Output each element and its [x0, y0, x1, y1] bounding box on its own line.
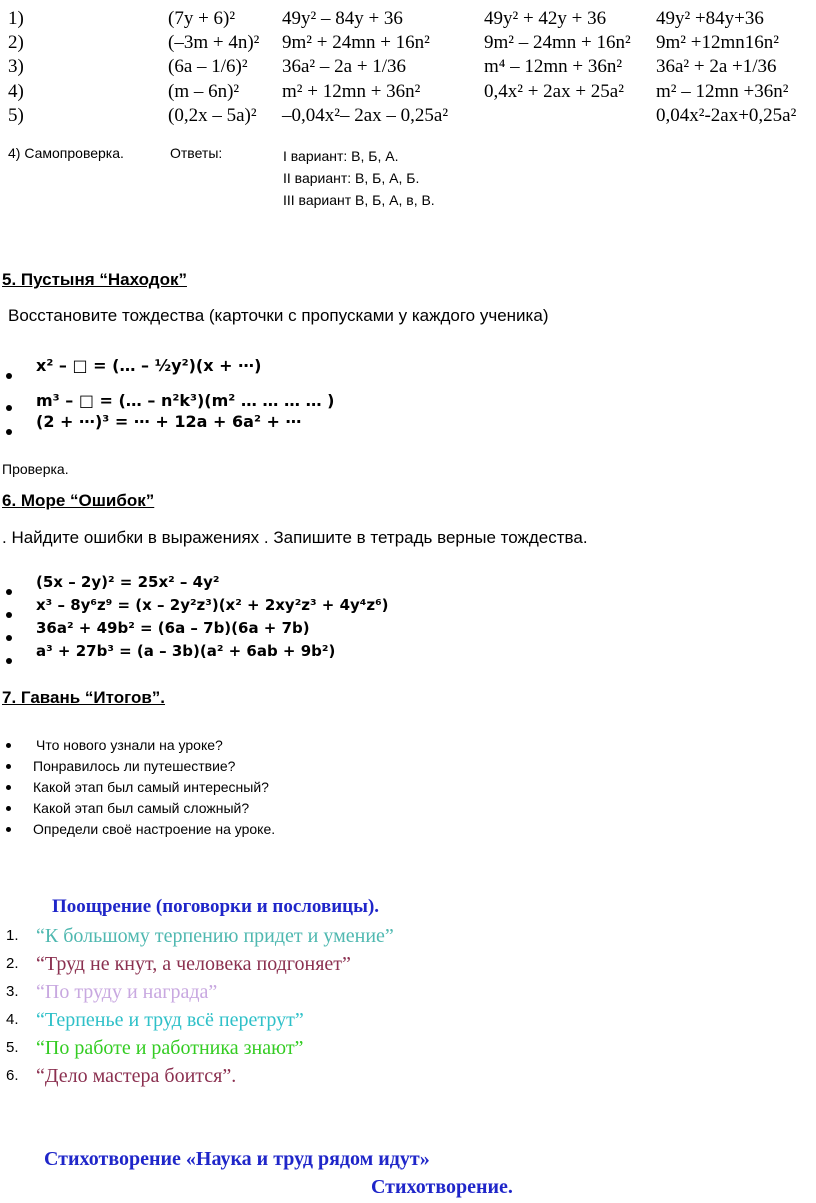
row-number: 3)	[8, 56, 24, 77]
summary-questions	[0, 735, 275, 840]
option-c: 0,04x²-2ax+0,25a²	[656, 105, 797, 126]
variant-2: II вариант: В, Б, А, Б.	[283, 170, 420, 186]
list-number: 6.	[6, 1067, 19, 1084]
row-expression: (–3m + 4n)²	[168, 32, 260, 53]
option-b: 9m² – 24mn + 16n²	[484, 32, 631, 53]
list-item	[0, 798, 275, 819]
formula: (5x – 2y)² = 25x² – 4y²	[36, 573, 220, 591]
variant-1: I вариант: В, Б, А.	[283, 148, 399, 164]
bullet	[6, 628, 12, 646]
option-a: 9m² + 24mn + 16n²	[282, 32, 430, 53]
list-item	[0, 777, 275, 798]
formula: x³ – 8y⁶z⁹ = (x – 2y²z³)(x² + 2xy²z³ + 4y⁴z⁶)	[36, 596, 389, 614]
table-row	[0, 105, 816, 131]
list-number: 2.	[6, 955, 19, 972]
variant-3: III вариант В, Б, А, в, В.	[283, 192, 435, 208]
bullet	[6, 398, 12, 416]
proverb-text: “По работе и работника знают”	[36, 1037, 304, 1059]
list-item	[0, 1006, 816, 1034]
poem-title: Стихотворение «Наука и труд рядом идут»	[44, 1148, 430, 1170]
row-expression: (m – 6n)²	[168, 81, 240, 102]
bullet	[6, 605, 12, 623]
question-text: Определи своё настроение на уроке.	[33, 821, 276, 837]
section-6-instruction: . Найдите ошибки в выражениях . Запишите в тетрадь верные тождества.	[2, 528, 588, 547]
bullet	[6, 806, 11, 811]
bullet	[6, 743, 11, 748]
bullet	[6, 582, 12, 600]
option-a: 49y² – 84y + 36	[282, 8, 403, 29]
option-c: 36a² + 2a +1/36	[656, 56, 777, 77]
bullet	[6, 422, 12, 440]
formula: (2 + ⋯)³ = ⋯ + 12a + 6a² + ⋯	[36, 412, 302, 431]
bullet	[6, 764, 11, 769]
option-a: –0,04x²– 2ax – 0,25a²	[282, 105, 449, 126]
option-b: 49y² + 42y + 36	[484, 8, 607, 29]
list-item	[0, 756, 275, 777]
formula: m³ – □ = (… – n²k³)(m² … … … … )	[36, 391, 335, 410]
row-expression: (6a – 1/6)²	[168, 56, 248, 77]
row-number: 1)	[8, 8, 24, 29]
option-a: 36a² – 2a + 1/36	[282, 56, 407, 77]
formula: x² – □ = (… – ½y²)(x + ⋯)	[36, 356, 262, 375]
list-number: 4.	[6, 1011, 19, 1028]
proverb-text: “К большому терпению придет и умение”	[36, 925, 394, 947]
row-number: 5)	[8, 105, 24, 126]
answer-variants	[283, 145, 435, 211]
list-number: 5.	[6, 1039, 19, 1056]
option-b: 0,4x² + 2ax + 25a²	[484, 81, 624, 102]
proverbs-list	[0, 922, 816, 1090]
list-item	[0, 922, 816, 950]
table-row	[0, 32, 816, 58]
selfcheck-label: 4) Самопроверка.	[8, 145, 124, 161]
list-item	[0, 819, 275, 840]
formula: a³ + 27b³ = (a – 3b)(a² + 6ab + 9b²)	[36, 642, 336, 660]
table-row	[0, 8, 816, 34]
question-text: Какой этап был самый интересный?	[33, 779, 269, 795]
option-b: m⁴ – 12mn + 36n²	[484, 56, 623, 77]
row-number: 2)	[8, 32, 24, 53]
section-5-instruction: Восстановите тождества (карточки с пропусками у каждого ученика)	[8, 306, 549, 325]
section-7-title: 7. Гавань “Итогов”.	[2, 688, 166, 707]
row-expression: (7y + 6)²	[168, 8, 236, 29]
question-text: Понравилось ли путешествие?	[33, 758, 236, 774]
check-label: Проверка.	[2, 461, 69, 477]
list-number: 3.	[6, 983, 19, 1000]
list-item	[0, 950, 816, 978]
option-c: 9m² +12mn16n²	[656, 32, 779, 53]
proverb-text: “Терпенье и труд всё перетрут”	[36, 1009, 304, 1031]
row-expression: (0,2x – 5a)²	[168, 105, 257, 126]
section-5-title: 5. Пустыня “Находок”	[2, 270, 187, 289]
list-number: 1.	[6, 927, 19, 944]
list-item	[0, 978, 816, 1006]
option-c: 49y² +84y+36	[656, 8, 764, 29]
list-item	[0, 1062, 816, 1090]
bullet	[6, 785, 11, 790]
formula: 36a² + 49b² = (6a – 7b)(6a + 7b)	[36, 619, 310, 637]
row-number: 4)	[8, 81, 24, 102]
question-text: Какой этап был самый сложный?	[33, 800, 250, 816]
bullet	[6, 651, 12, 669]
question-text: Что нового узнали на уроке?	[36, 737, 223, 753]
answers-label: Ответы:	[170, 145, 223, 161]
bullet	[6, 827, 11, 832]
option-c: m² – 12mn +36n²	[656, 81, 789, 102]
table-row	[0, 56, 816, 82]
poem-subtitle: Стихотворение.	[371, 1176, 513, 1198]
proverb-text: “Дело мастера боится”.	[36, 1065, 237, 1087]
section-6-title: 6. Море “Ошибок”	[2, 491, 155, 510]
table-row	[0, 81, 816, 107]
bullet	[6, 366, 12, 384]
proverb-text: “Труд не кнут, а человека подгоняет”	[36, 953, 351, 975]
proverb-text: “По труду и награда”	[36, 981, 218, 1003]
list-item	[0, 735, 275, 756]
list-item	[0, 1034, 816, 1062]
option-a: m² + 12mn + 36n²	[282, 81, 421, 102]
encouragement-title: Поощрение (поговорки и пословицы).	[52, 896, 380, 917]
